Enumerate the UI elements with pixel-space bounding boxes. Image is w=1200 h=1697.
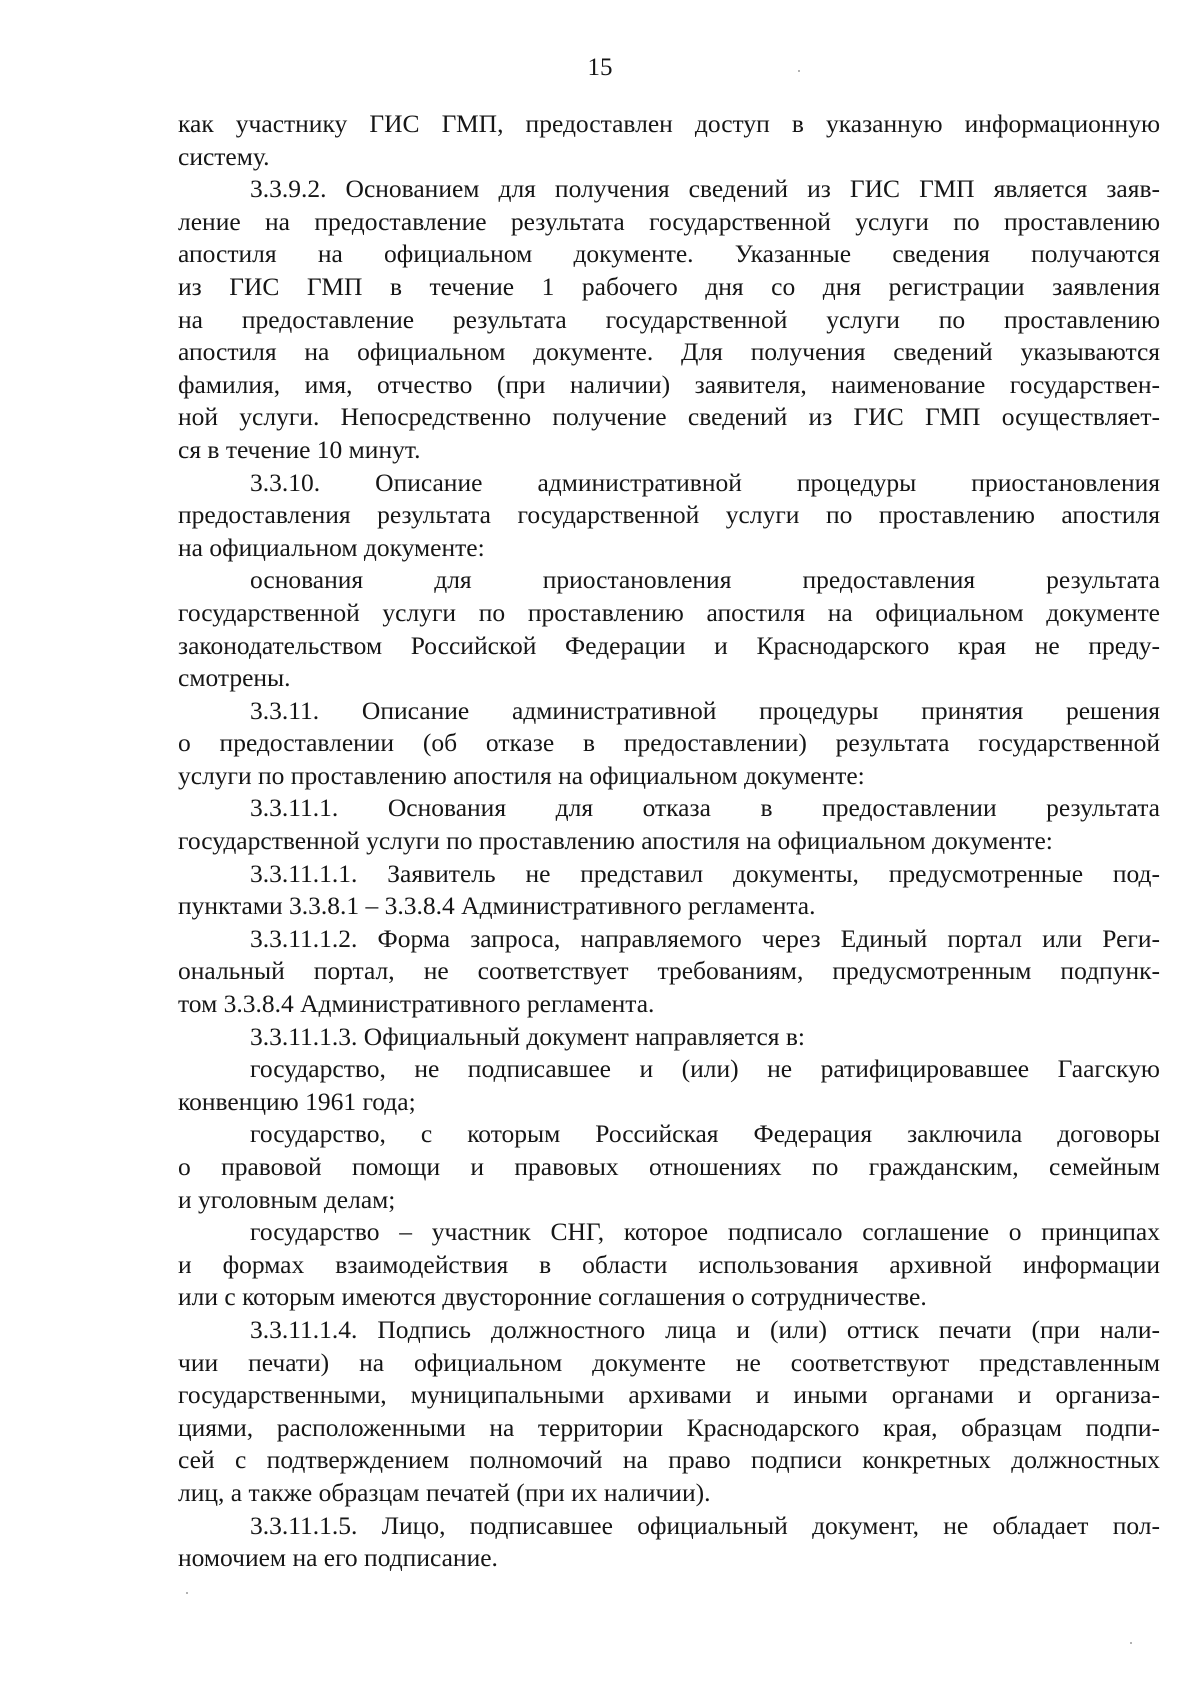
text-line: государство, не подписавшее и (или) не ратифицировавшее Гаагскую (250, 1054, 1160, 1084)
text-line: апостиля на официальном документе. Указанные сведения получаются (178, 239, 1160, 269)
text-line: смотрены. (178, 663, 291, 693)
text-line: апостиля на официальном документе. Для получения сведений указываются (178, 337, 1160, 367)
text-line: чии печати) на официальном документе не соответствуют представленным (178, 1347, 1160, 1377)
scan-speck (1130, 1642, 1132, 1644)
text-line: государство – участник СНГ, которое подписало соглашение о принципах (250, 1217, 1160, 1247)
text-line: том 3.3.8.4 Административного регламента. (178, 989, 655, 1019)
text-line: номочием на его подписание. (178, 1543, 498, 1573)
text-line: и формах взаимодействия в области использования архивной информации (178, 1249, 1160, 1279)
text-line: или с которым имеются двусторонние соглашения о сотрудничестве. (178, 1282, 927, 1312)
text-line: 3.3.10. Описание административной процедуры приостановления (250, 467, 1160, 497)
page-number: 15 (587, 54, 613, 81)
text-line: на официальном документе: (178, 532, 485, 562)
text-line: и уголовным делам; (178, 1184, 396, 1214)
text-line: 3.3.11.1.5. Лицо, подписавшее официальный документ, не обладает пол- (250, 1510, 1160, 1540)
text-line: предоставления результата государственной услуги по проставлению апостиля (178, 500, 1160, 530)
text-line: фамилия, имя, отчество (при наличии) заявителя, наименование государствен- (178, 369, 1160, 399)
text-line: законодательством Российской Федерации и Краснодарского края не преду- (178, 630, 1160, 660)
scan-speck (186, 1592, 188, 1594)
document-body (178, 108, 1160, 1575)
text-line: конвенцию 1961 года; (178, 1086, 416, 1116)
text-line: 3.3.11.1. Основания для отказа в предоставлении результата (250, 793, 1160, 823)
text-line: из ГИС ГМП в течение 1 рабочего дня со дня регистрации заявления (178, 271, 1160, 301)
text-line: ональный портал, не соответствует требованиям, предусмотренным подпунк- (178, 956, 1160, 986)
text-line: пунктами 3.3.8.1 – 3.3.8.4 Административного регламента. (178, 891, 816, 921)
text-line: циями, расположенными на территории Краснодарского края, образцам подпи- (178, 1412, 1160, 1442)
text-line: 3.3.11. Описание административной процедуры принятия решения (250, 695, 1160, 725)
text-line: государственной услуги по проставлению апостиля на официальном документе (178, 597, 1160, 627)
text-line: сей с подтверждением полномочий на право подписи конкретных должностных (178, 1445, 1160, 1475)
text-line: основания для приостановления предоставления результата (250, 565, 1160, 595)
text-line: ление на предоставление результата государственной услуги по проставлению (178, 206, 1160, 236)
text-line: 3.3.9.2. Основанием для получения сведений из ГИС ГМП является заяв- (250, 174, 1160, 204)
text-line: о предоставлении (об отказе в предоставлении) результата государственной (178, 728, 1160, 758)
text-line: 3.3.11.1.4. Подпись должностного лица и (или) оттиск печати (при нали- (250, 1314, 1160, 1344)
text-line: о правовой помощи и правовых отношениях по гражданским, семейным (178, 1152, 1160, 1181)
text-line: ной услуги. Непосредственно получение сведений из ГИС ГМП осуществляет- (178, 402, 1160, 432)
text-line: 3.3.11.1.1. Заявитель не представил документы, предусмотренные под- (250, 858, 1160, 888)
text-line: государство, с которым Российская Федерация заключила договоры (250, 1119, 1160, 1149)
text-line: систему. (178, 141, 270, 171)
text-line: 3.3.11.1.2. Форма запроса, направляемого через Единый портал или Реги- (250, 923, 1160, 953)
text-line: услуги по проставлению апостиля на официальном документе: (178, 760, 865, 790)
text-line: государственной услуги по проставлению апостиля на официальном документе: (178, 826, 1053, 856)
text-line: как участнику ГИС ГМП, предоставлен доступ в указанную информационную (178, 109, 1160, 138)
text-line: государственными, муниципальными архивами и иными органами и организа- (178, 1380, 1160, 1410)
scan-speck (798, 70, 800, 72)
text-line: ся в течение 10 минут. (178, 434, 421, 464)
text-line: 3.3.11.1.3. Официальный документ направляется в: (250, 1021, 805, 1051)
text-line: лиц, а также образцам печатей (при их наличии). (178, 1477, 711, 1507)
text-line: на предоставление результата государственной услуги по проставлению (178, 304, 1160, 334)
